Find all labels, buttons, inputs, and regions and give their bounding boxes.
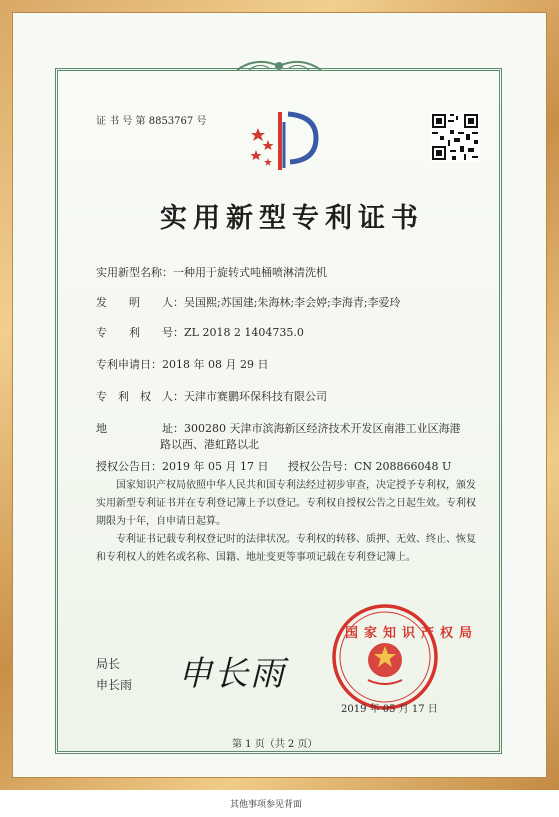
- field-inventors: [96, 294, 401, 310]
- field-utility-name: [96, 264, 327, 280]
- legal-paragraph-2: 专利证书记载专利权登记时的法律状况。专利权的转移、质押、无效、终止、恢复和专利权人的姓名或名称、国籍、地址变更等事项记载在专利登记簿上。: [96, 534, 476, 563]
- director-title: 局长: [96, 657, 121, 671]
- certificate-number-label: 证 书 号 第: [96, 116, 146, 127]
- field-announce-date: [96, 458, 268, 474]
- field-value: CN 208866048 U: [354, 460, 452, 473]
- field-address: [96, 420, 461, 436]
- field-label: 地 址：: [96, 422, 184, 435]
- legal-paragraph-1: 国家知识产权局依照中华人民共和国专利法经过初步审查，决定授予专利权，颁发实用新型专利证书并在专利登记簿上予以登记。专利权自授权公告之日起生效。专利权期限为十年，自申请日起算。: [96, 480, 476, 527]
- field-label: 专 利 号：: [96, 326, 184, 339]
- cnipa-logo-icon: [250, 108, 322, 176]
- qr-code-icon: [430, 112, 480, 162]
- top-ornament-icon: [235, 56, 323, 76]
- field-label: 专利申请日：: [96, 358, 162, 371]
- official-seal-icon: [330, 602, 440, 712]
- field-value: 天津市赛鹏环保科技有限公司: [184, 390, 327, 403]
- field-value: ZL 2018 2 1404735.0: [184, 326, 304, 339]
- seal-date: 2019 年 05 月 17 日: [341, 704, 438, 715]
- field-value: 300280 天津市滨海新区经济技术开发区南港工业区海港: [184, 422, 461, 435]
- certificate-title: 实用新型专利证书: [160, 203, 424, 234]
- field-label: 实用新型名称：: [96, 266, 173, 279]
- field-label: 授权公告日：: [96, 460, 162, 473]
- field-value: 路以西、港虹路以北: [160, 438, 259, 451]
- field-patent-number: [96, 324, 304, 340]
- field-value: 一种用于旋转式吨桶喷淋清洗机: [173, 266, 327, 279]
- field-announce-number: [288, 458, 451, 474]
- field-label: 发 明 人：: [96, 296, 184, 309]
- field-value: 吴国熙;苏国建;朱海林;李会婷;李海青;李爱玲: [184, 296, 401, 309]
- field-application-date: [96, 356, 268, 372]
- certificate-number-value: 8853767: [148, 116, 194, 127]
- certificate-number: [96, 112, 206, 127]
- director-signature: 申长雨: [178, 654, 286, 694]
- field-label: 专 利 权 人：: [96, 390, 184, 403]
- footer-note: 其他事项参见背面: [230, 800, 303, 810]
- certificate-number-suffix: 号: [196, 116, 207, 127]
- field-address-line2: [160, 436, 259, 452]
- field-patentee: [96, 388, 327, 404]
- field-label: 授权公告号：: [288, 460, 354, 473]
- page-number: 第 1 页（共 2 页）: [232, 739, 318, 750]
- seal-text: 国家知识产权局: [345, 626, 479, 641]
- field-value: 2019 年 05 月 17 日: [162, 460, 269, 473]
- director-name: 申长雨: [96, 678, 133, 692]
- field-value: 2018 年 08 月 29 日: [162, 358, 269, 371]
